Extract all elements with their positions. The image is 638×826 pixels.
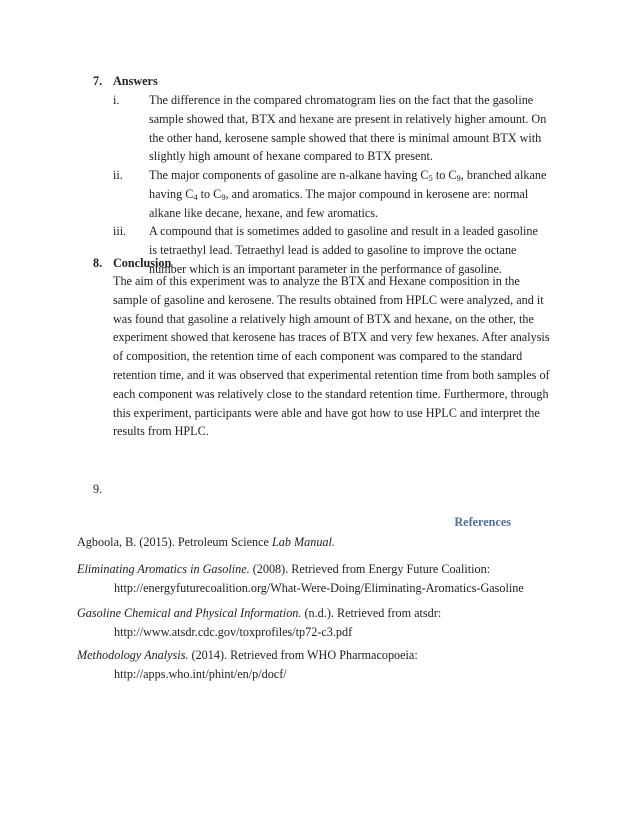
text-line: The aim of this experiment was to analyze the BTX and Hexane composition in the <box>113 274 520 288</box>
text-fragment: having C <box>149 186 194 201</box>
text-line: sample of gasoline and kerosene. The results obtained from HPLC were analyzed, and it <box>113 292 544 307</box>
references-heading: References <box>454 515 511 529</box>
reference-url: http://energyfuturecoalition.org/What-Were-Doing/Eliminating-Aromatics-Gasoline <box>114 580 524 595</box>
text-fragment: , and aromatics. The major compound in kerosene are: normal <box>225 186 529 201</box>
conclusion-paragraph <box>113 272 567 441</box>
text-fragment: to C <box>197 186 222 201</box>
text-line: alkane like decane, hexane, and few aromatics. <box>149 205 379 220</box>
text-line: A compound that is sometimes added to gasoline and result in a leaded gasoline <box>149 224 538 238</box>
reference-text: (2008). Retrieved from Energy Future Coalition: <box>249 562 491 576</box>
text-line: The difference in the compared chromatogram lies on the fact that the gasoline <box>149 93 534 107</box>
text-line: results from HPLC. <box>113 424 209 439</box>
subscript: 9 <box>221 191 226 202</box>
text-fragment: , branched alkane <box>460 168 547 182</box>
section-8-number: 8. <box>93 256 103 270</box>
text-line: was found that gasoline a relatively high amount of BTX and hexane, on the other, the <box>113 311 534 326</box>
answer-iii-text <box>149 222 569 278</box>
text-line: each component was relatively close to the standard retention time. Furthermore, through <box>113 386 549 401</box>
answer-i-numeral: i. <box>113 93 120 107</box>
text-fragment: The major components of gasoline are n-alkane having C <box>149 168 429 182</box>
reference-entry <box>77 604 557 642</box>
section-9-number: 9. <box>93 482 103 496</box>
subscript: 4 <box>193 191 198 202</box>
text-line <box>149 185 569 204</box>
text-line: is tetraethyl lead. Tetraethyl lead is added to gasoline to improve the octane <box>149 242 517 257</box>
text-line: retention time, and it was observed that experimental retention time from both samples of <box>113 367 550 382</box>
reference-title: Methodology Analysis. <box>77 648 189 662</box>
text-line: slightly high amount of hexane compared to BTX present. <box>149 149 433 164</box>
text-line: experiment showed that kerosene has traces of BTX and very few hexanes. After analysis <box>113 330 550 345</box>
reference-text: (2014). Retrieved from WHO Pharmacopoeia: <box>188 648 418 662</box>
reference-url: http://www.atsdr.cdc.gov/toxprofiles/tp72-c3.pdf <box>114 624 353 639</box>
reference-text: Agboola, B. (2015). Petroleum Science <box>77 535 272 549</box>
reference-title: Gasoline Chemical and Physical Information. <box>77 606 302 620</box>
answer-ii-text <box>149 166 569 222</box>
reference-entry <box>77 560 557 598</box>
answer-ii-numeral: ii. <box>113 168 123 182</box>
reference-title: Lab Manual. <box>271 535 335 549</box>
answer-i-text <box>149 91 569 166</box>
reference-url: http://apps.who.int/phint/en/p/docf/ <box>114 666 287 681</box>
text-line: number which is an important parameter in the performance of gasoline. <box>149 261 502 276</box>
text-line: the other hand, kerosene sample showed that there is minimal amount BTX with <box>149 130 542 145</box>
text-fragment: to C <box>432 168 457 182</box>
section-7-number: 7. <box>93 74 103 88</box>
text-line: this experiment, participants were able and have got how to use HPLC and interpret the <box>113 405 540 420</box>
section-7-heading: Answers <box>113 74 158 88</box>
answer-iii-numeral: iii. <box>113 224 127 238</box>
reference-entry <box>77 646 557 684</box>
section-8-heading: Conclusion <box>113 256 172 270</box>
reference-entry <box>77 533 557 552</box>
text-line <box>149 166 569 185</box>
reference-text: (n.d.). Retrieved from atsdr: <box>301 606 442 620</box>
reference-title: Eliminating Aromatics in Gasoline. <box>77 562 250 576</box>
text-line: sample showed that, BTX and hexane are present in relatively higher amount. On <box>149 111 547 126</box>
subscript: 9 <box>456 173 461 183</box>
text-line: of composition, the retention time of each component was compared to the standard <box>113 349 523 364</box>
subscript: 5 <box>428 173 433 183</box>
